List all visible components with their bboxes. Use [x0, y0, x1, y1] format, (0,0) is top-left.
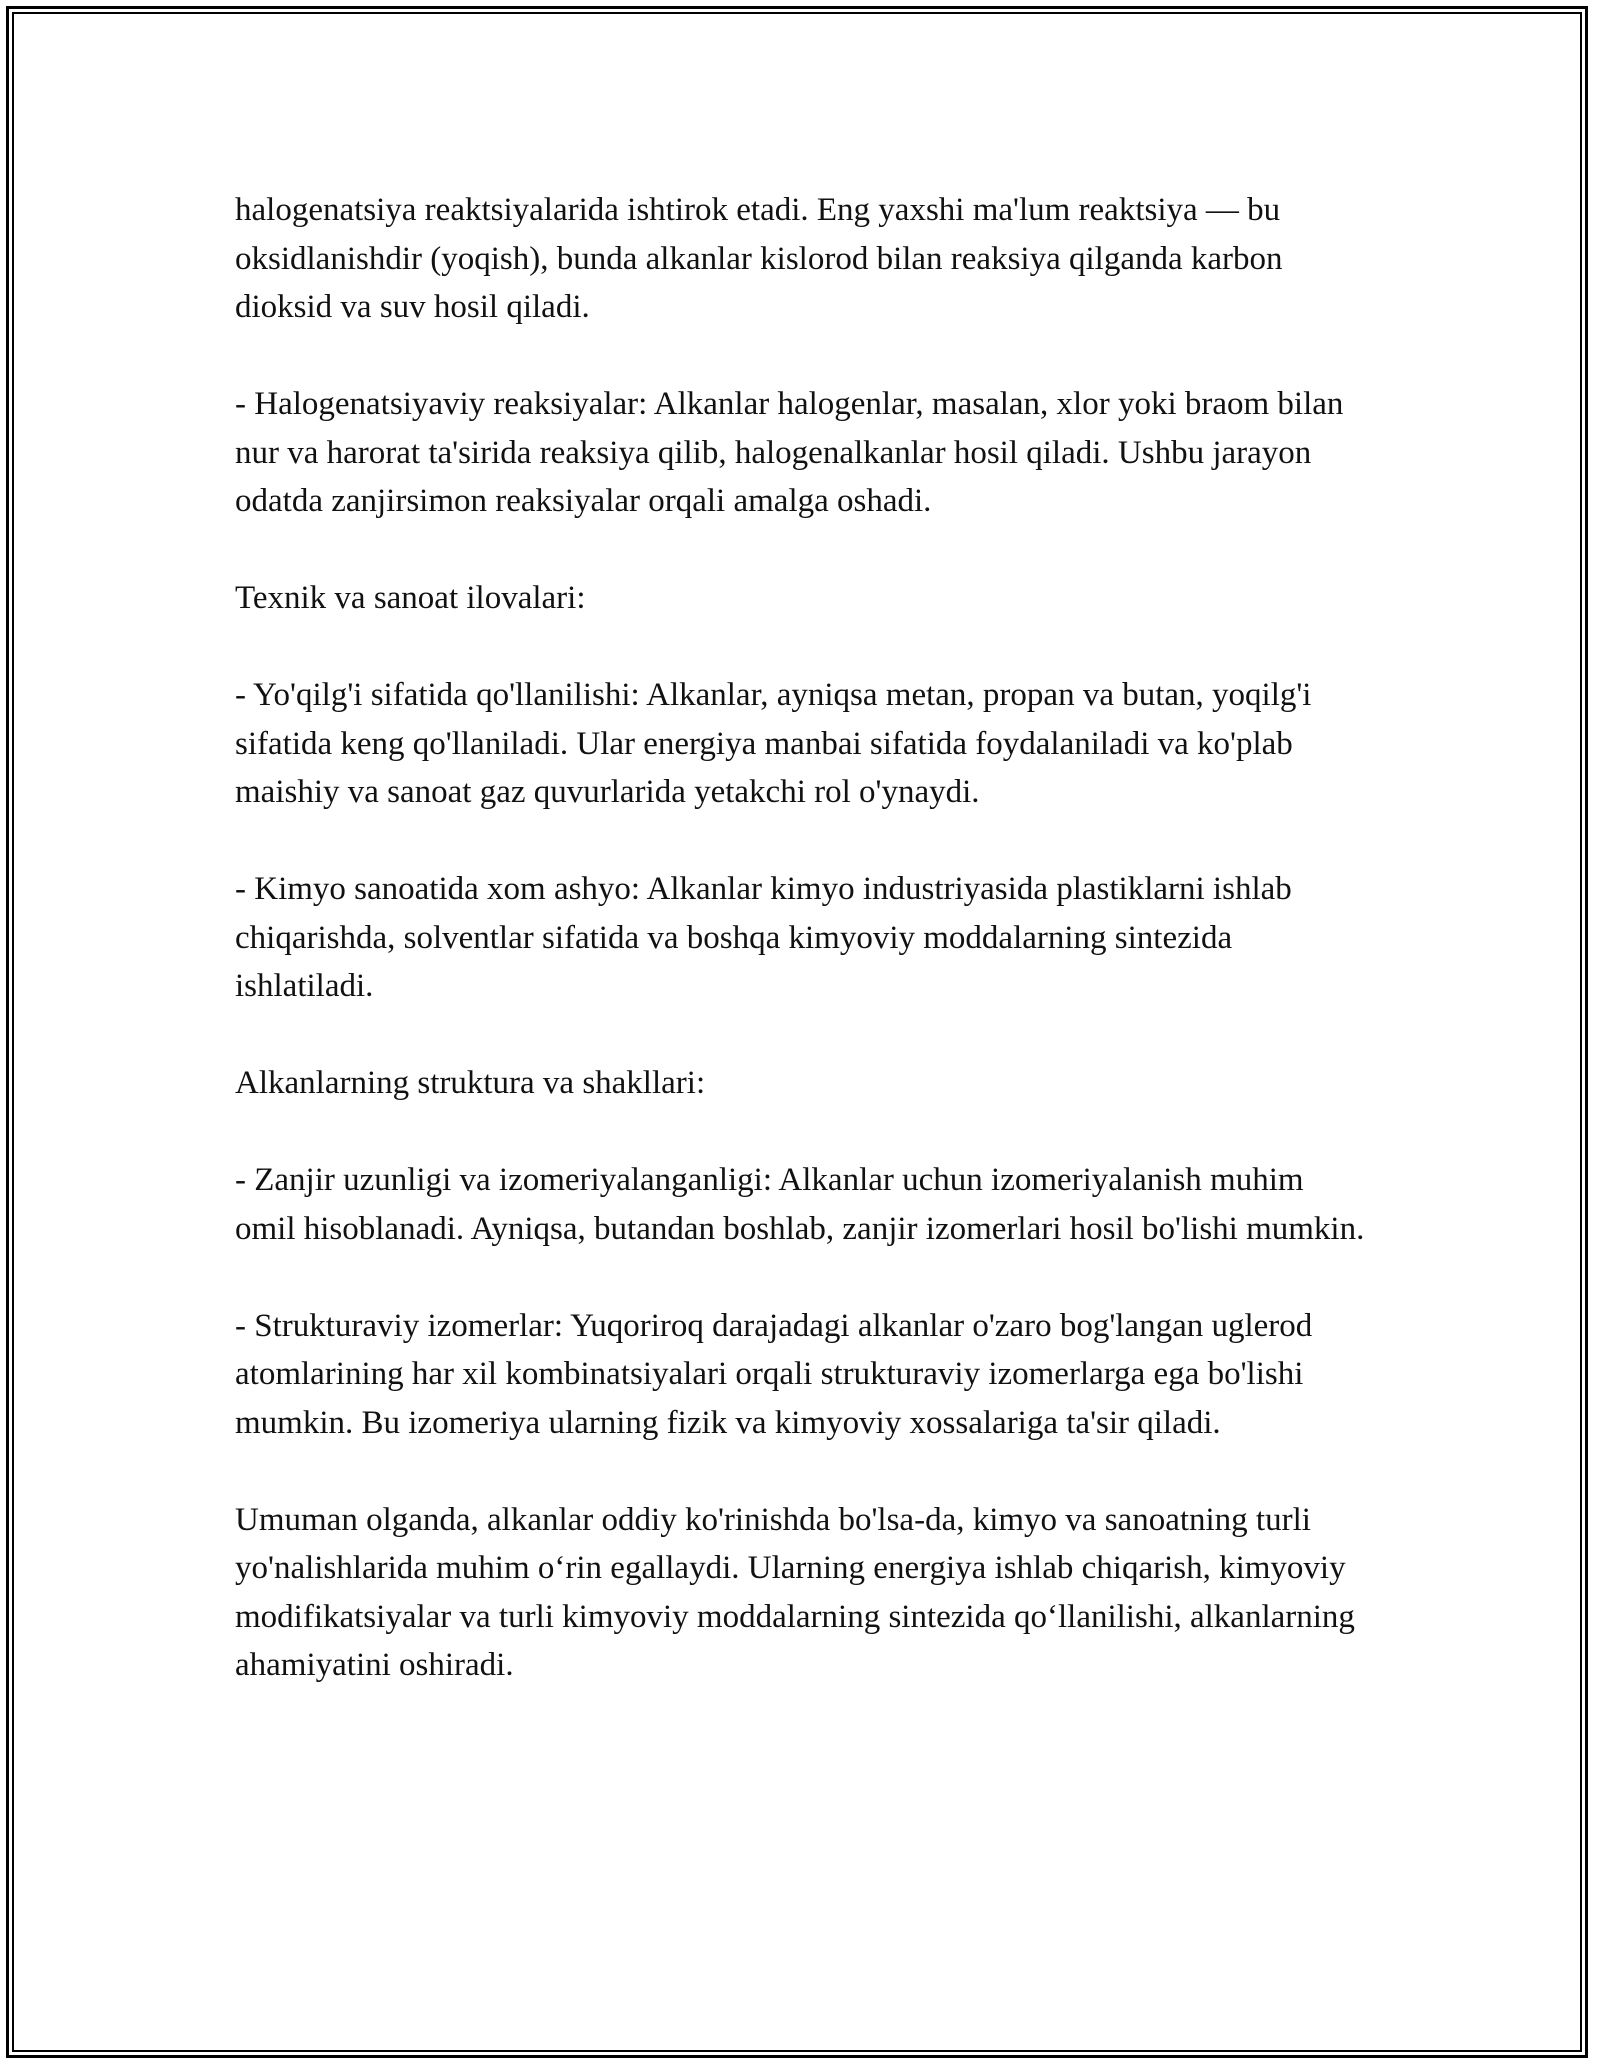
paragraph-conclusion: Umuman olganda, alkanlar oddiy ko'rinishda bo'lsa-da, kimyo va sanoatning turli yo'nalishlarida muhim o‘rin egallaydi. Ularning energiya ishlab chiqarish, kimyoviy modifikatsiyalar va turli kimyoviy moddalarning sintezida qo‘llanilishi, alkanlarning ahamiyatini oshiradi.: [235, 1501, 1355, 1683]
paragraph-oxidation: halogenatsiya reaktsiyalarida ishtirok etadi. Eng yaxshi ma'lum reaktsiya — bu oksidlanishdir (yoqish), bunda alkanlar kislorod bilan reaksiya qilganda karbon dioksid va suv hosil qiladi.: [235, 192, 1283, 325]
section-heading-applications: Texnik va sanoat ilovalari:: [235, 580, 586, 616]
paragraph-halogenation: - Halogenatsiyaviy reaksiyalar: Alkanlar halogenlar, masalan, xlor yoki braom bilan nur va harorat ta'sirida reaksiya qilib, halogenalkanlar hosil qiladi. Ushbu jarayon odatda zanjirsimon reaksiyalar orqali amalga oshadi.: [235, 386, 1344, 519]
paragraph-fuel-use: - Yo'qilg'i sifatida qo'llanilishi: Alkanlar, ayniqsa metan, propan va butan, yoqilg'i sifatida keng qo'llaniladi. Ular energiya manbai sifatida foydalaniladi va ko'plab maishiy va sanoat gaz quvurlarida yetakchi rol o'ynaydi.: [235, 677, 1312, 810]
paragraph-raw-material: - Kimyo sanoatida xom ashyo: Alkanlar kimyo industriyasida plastiklarni ishlab chiqarishda, solventlar sifatida va boshqa kimyoviy moddalarning sintezida ishlatiladi.: [235, 871, 1292, 1004]
section-heading-structure: Alkanlarning struktura va shakllari:: [235, 1065, 706, 1101]
document-body: [235, 186, 1365, 1690]
paragraph-structural-isomers: - Strukturaviy izomerlar: Yuqoriroq darajadagi alkanlar o'zaro bog'langan uglerod atomlarining har xil kombinatsiyalari orqali strukturaviy izomerlarga ega bo'lishi mumkin. Bu izomeriya ularning fizik va kimyoviy xossalariga ta'sir qiladi.: [235, 1307, 1313, 1441]
paragraph-chain-isomerism: - Zanjir uzunligi va izomeriyalanganligi: Alkanlar uchun izomeriyalanish muhim omil hisoblanadi. Ayniqsa, butandan boshlab, zanjir izomerlari hosil bo'lishi mumkin.: [235, 1162, 1365, 1247]
